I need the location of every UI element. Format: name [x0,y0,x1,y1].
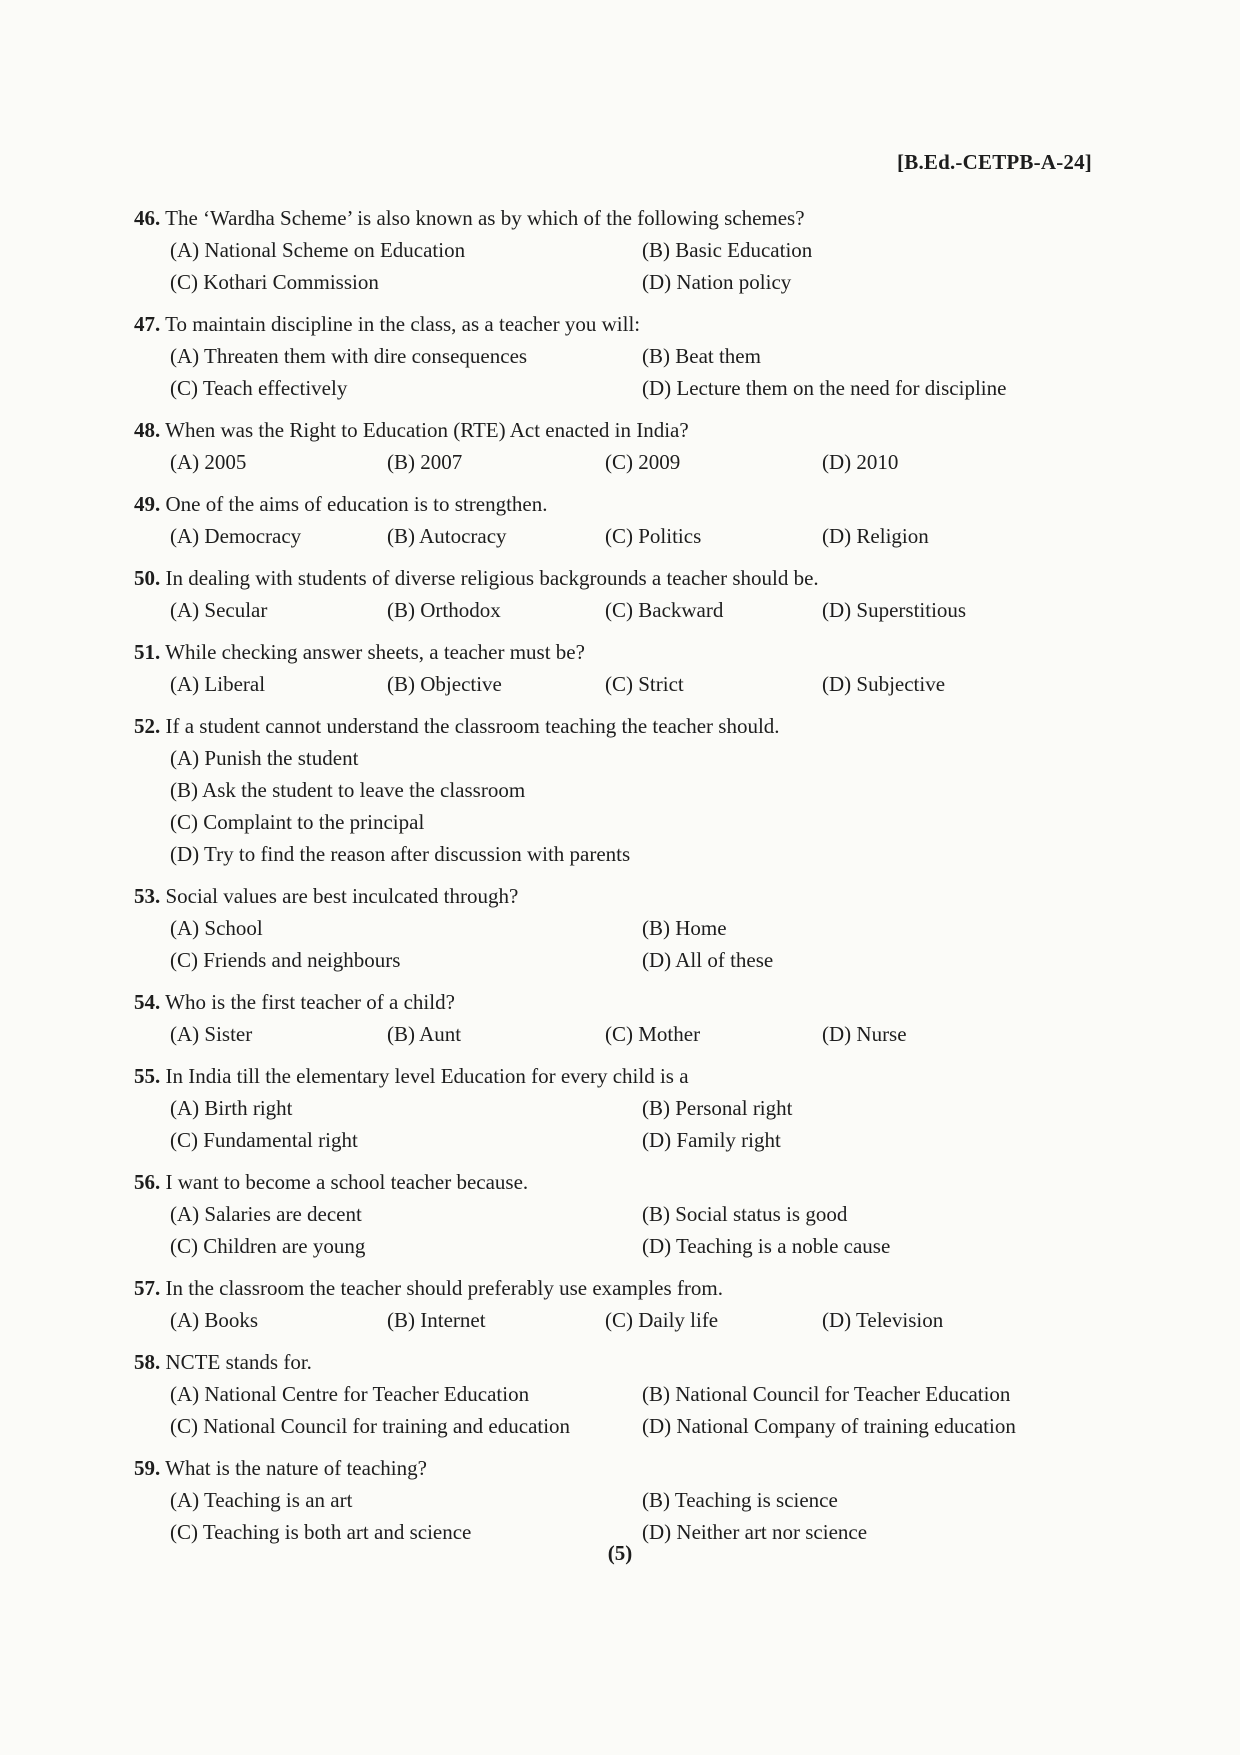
option-b: (B) Objective [387,672,502,696]
question-text: Social values are best inculcated through? [165,884,519,908]
options-row [170,668,1094,700]
option-b: (B) 2007 [387,450,463,474]
option-c: (C) Teaching is both art and science [170,1520,472,1544]
option-c: (C) Children are young [170,1234,366,1258]
option-c: (C) 2009 [605,450,681,474]
options-row [170,266,1094,298]
option-d: (D) Family right [642,1128,781,1152]
option-b: (B) Autocracy [387,524,507,548]
option-c: (C) Strict [605,672,684,696]
options-row [170,742,1094,774]
options-row [170,774,1094,806]
question-text: One of the aims of education is to strengthen. [165,492,548,516]
question-number: 55. [134,1064,161,1088]
option-d: (D) Subjective [822,672,946,696]
options-row [170,806,1094,838]
question-54 [134,986,1094,1050]
options [134,234,1094,298]
question-stem [134,710,1094,742]
question-stem [134,1272,1094,1304]
option-d: (D) All of these [642,948,774,972]
question-text: In the classroom the teacher should preferably use examples from. [165,1276,723,1300]
options [134,912,1094,976]
option-a: (A) National Scheme on Education [170,238,466,262]
option-a: (A) School [170,916,263,940]
question-text: What is the nature of teaching? [165,1456,427,1480]
page-number: (5) [607,1541,633,1565]
options [134,668,1094,700]
option-d: (D) Teaching is a noble cause [642,1234,891,1258]
question-stem [134,1060,1094,1092]
options [134,1092,1094,1156]
options [134,446,1094,478]
question-text: I want to become a school teacher because. [165,1170,529,1194]
question-text: NCTE stands for. [165,1350,312,1374]
options [134,340,1094,404]
question-stem [134,488,1094,520]
question-text: To maintain discipline in the class, as a teacher you will: [165,312,641,336]
question-text: The ‘Wardha Scheme’ is also known as by which of the following schemes? [165,206,805,230]
question-list [134,202,1094,1558]
options [134,742,1094,870]
question-number: 47. [134,312,161,336]
question-number: 59. [134,1456,161,1480]
options-row [170,944,1094,976]
option-a: (A) Birth right [170,1096,293,1120]
option-c: (C) Complaint to the principal [170,810,425,834]
option-b: (B) National Council for Teacher Education [642,1382,1011,1406]
option-c: (C) Politics [605,524,702,548]
option-d: (D) Television [822,1308,944,1332]
question-number: 46. [134,206,161,230]
question-stem [134,1452,1094,1484]
options-row [170,1124,1094,1156]
question-text: If a student cannot understand the classroom teaching the teacher should. [165,714,780,738]
option-d: (D) Lecture them on the need for discipline [642,376,1007,400]
question-number: 58. [134,1350,161,1374]
options-row [170,594,1094,626]
option-a: (A) Salaries are decent [170,1202,362,1226]
options-row [170,838,1094,870]
option-a: (A) 2005 [170,450,247,474]
question-58 [134,1346,1094,1442]
option-d: (D) Nurse [822,1022,907,1046]
question-text: Who is the first teacher of a child? [165,990,455,1014]
question-stem [134,636,1094,668]
question-number: 53. [134,884,161,908]
options-row [170,1484,1094,1516]
option-c: (C) Friends and neighbours [170,948,401,972]
option-a: (A) Teaching is an art [170,1488,353,1512]
question-number: 54. [134,990,161,1014]
option-c: (C) Kothari Commission [170,270,379,294]
options [134,1378,1094,1442]
option-d: (D) Try to find the reason after discussion with parents [170,842,631,866]
question-number: 57. [134,1276,161,1300]
option-a: (A) Punish the student [170,746,359,770]
options [134,1018,1094,1050]
option-d: (D) 2010 [822,450,899,474]
question-51 [134,636,1094,700]
question-number: 56. [134,1170,161,1194]
options-row [170,1378,1094,1410]
option-b: (B) Home [642,916,727,940]
option-d: (D) Superstitious [822,598,967,622]
question-stem [134,880,1094,912]
question-text: In India till the elementary level Education for every child is a [165,1064,689,1088]
question-stem [134,986,1094,1018]
question-text: When was the Right to Education (RTE) Act enacted in India? [165,418,689,442]
option-a: (A) Democracy [170,524,302,548]
question-55 [134,1060,1094,1156]
options-row [170,372,1094,404]
option-b: (B) Orthodox [387,598,501,622]
question-number: 51. [134,640,161,664]
option-d: (D) Neither art nor science [642,1520,868,1544]
option-b: (B) Personal right [642,1096,793,1120]
option-c: (C) Mother [605,1022,701,1046]
options [134,1198,1094,1262]
option-d: (D) National Company of training education [642,1414,1016,1438]
question-59 [134,1452,1094,1548]
option-b: (B) Social status is good [642,1202,848,1226]
options-row [170,912,1094,944]
question-stem [134,202,1094,234]
options-row [170,340,1094,372]
question-stem [134,1346,1094,1378]
options [134,1304,1094,1336]
question-text: While checking answer sheets, a teacher must be? [165,640,585,664]
option-a: (A) Sister [170,1022,253,1046]
question-stem [134,1166,1094,1198]
question-stem [134,562,1094,594]
question-56 [134,1166,1094,1262]
options-row [170,446,1094,478]
question-number: 52. [134,714,161,738]
options-row [170,1092,1094,1124]
option-b: (B) Basic Education [642,238,813,262]
question-49 [134,488,1094,552]
options [134,594,1094,626]
options [134,1484,1094,1548]
options-row [170,1304,1094,1336]
paper-code: [B.Ed.-CETPB-A-24] [897,150,1092,174]
question-52 [134,710,1094,870]
question-48 [134,414,1094,478]
option-c: (C) Backward [605,598,724,622]
option-c: (C) National Council for training and education [170,1414,571,1438]
option-c: (C) Daily life [605,1308,719,1332]
option-a: (A) National Centre for Teacher Education [170,1382,530,1406]
question-stem [134,308,1094,340]
options-row [170,234,1094,266]
options-row [170,1198,1094,1230]
question-text: In dealing with students of diverse religious backgrounds a teacher should be. [165,566,819,590]
options-row [170,520,1094,552]
options-row [170,1018,1094,1050]
option-a: (A) Threaten them with dire consequences [170,344,528,368]
option-b: (B) Aunt [387,1022,462,1046]
option-b: (B) Ask the student to leave the classroom [170,778,526,802]
question-57 [134,1272,1094,1336]
option-c: (C) Teach effectively [170,376,348,400]
question-53 [134,880,1094,976]
option-b: (B) Teaching is science [642,1488,838,1512]
option-b: (B) Beat them [642,344,761,368]
question-47 [134,308,1094,404]
question-number: 49. [134,492,161,516]
options [134,520,1094,552]
question-50 [134,562,1094,626]
option-a: (A) Liberal [170,672,266,696]
question-number: 50. [134,566,161,590]
options-row [170,1230,1094,1262]
options-row [170,1410,1094,1442]
option-d: (D) Nation policy [642,270,792,294]
question-46 [134,202,1094,298]
question-number: 48. [134,418,161,442]
option-c: (C) Fundamental right [170,1128,358,1152]
option-a: (A) Books [170,1308,259,1332]
question-stem [134,414,1094,446]
option-b: (B) Internet [387,1308,486,1332]
option-d: (D) Religion [822,524,929,548]
option-a: (A) Secular [170,598,268,622]
